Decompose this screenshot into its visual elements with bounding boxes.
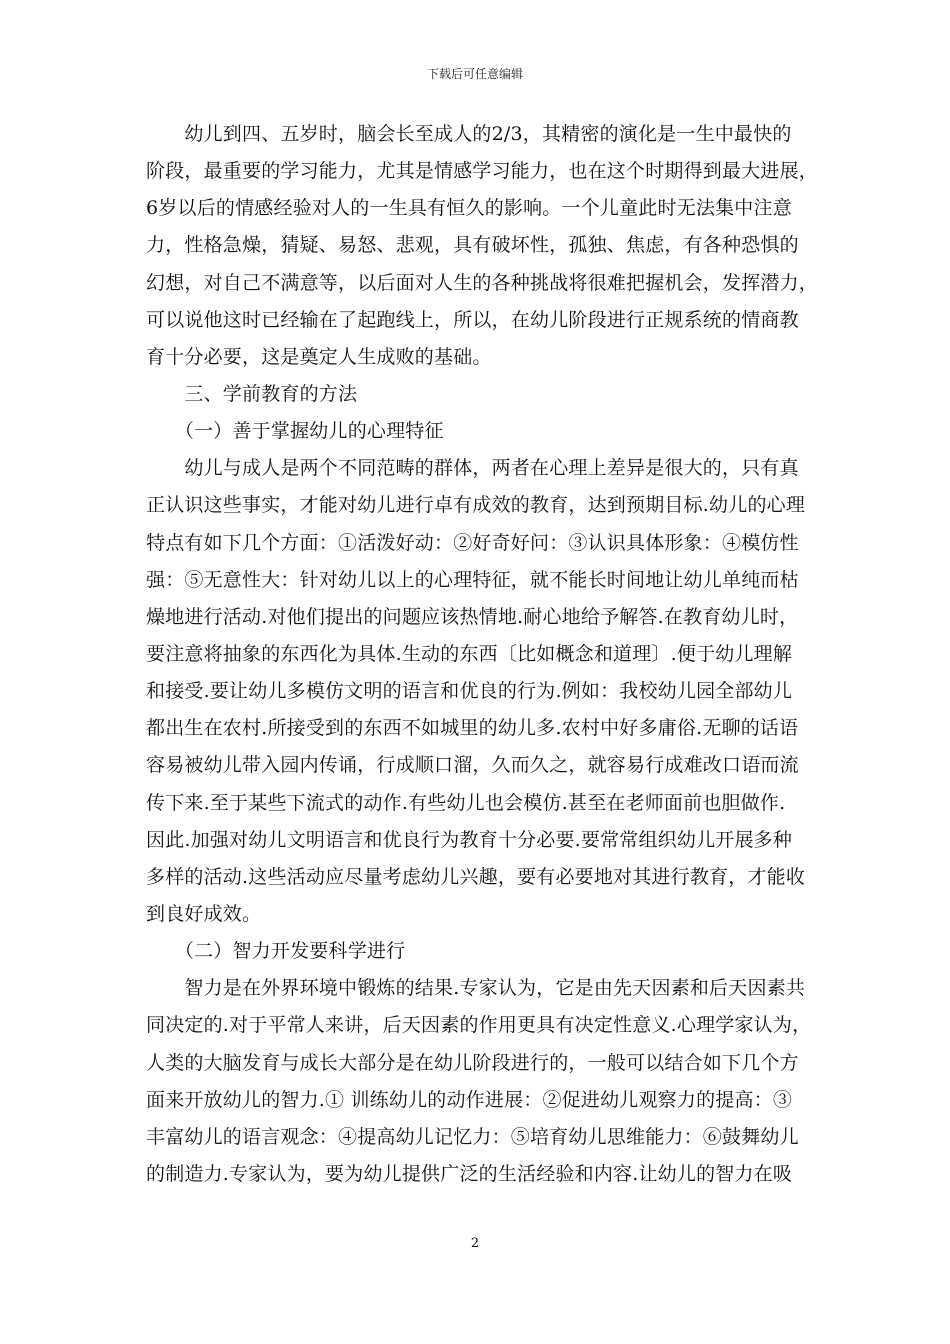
text-line: 育十分必要，这是奠定人生成败的基础。 [146, 345, 492, 368]
text-line: 幼儿到四、五岁时，脑会长至成人的2/3，其精密的演化是一生中最快的 [146, 123, 792, 145]
text-line: 要注意将抽象的东西化为具体.生动的东西〔比如概念和道理〕.便于幼儿理解 [146, 643, 793, 665]
text-line: 面来开放幼儿的智力.① 训练幼儿的动作进展：②促进幼儿观察力的提高：③ [146, 1088, 793, 1111]
text-line: （一）善于掌握幼儿的心理特征 [146, 420, 444, 443]
text-line: 人类的大脑发育与成长大部分是在幼儿阶段进行的，一般可以结合如下几个方 [146, 1051, 799, 1074]
text-line: 都出生在农村.所接受到的东西不如城里的幼儿多.农村中好多庸俗.无聊的话语 [146, 717, 799, 740]
text-line: 同决定的.对于平常人来讲，后天因素的作用更具有决定性意义.心理学家认为， [146, 1014, 812, 1037]
text-line: 幼儿与成人是两个不同范畴的群体，两者在心理上差异是很大的，只有真 [146, 457, 799, 480]
text-line: 丰富幼儿的语言观念：④提高幼儿记忆力：⑤培育幼儿思维能力：⑥鼓舞幼儿 [146, 1125, 799, 1148]
text-line: 三、学前教育的方法 [146, 383, 358, 405]
text-line: 燥地进行活动.对他们提出的问题应该热情地.耐心地给予解答.在教育幼儿时， [146, 605, 799, 628]
text-line: 幻想，对自己不满意等，以后面对人生的各种挑战将很难把握机会，发挥潜力， [146, 271, 819, 294]
text-line: 多样的活动.这些活动应尽量考虑幼儿兴趣，要有必要地对其进行教育，才能收 [146, 865, 806, 888]
text-line: 可以说他这时已经输在了起跑线上，所以，在幼儿阶段进行正规系统的情商教 [146, 308, 799, 331]
text-line: 和接受.要让幼儿多模仿文明的语言和优良的行为.例如：我校幼儿园全部幼儿 [146, 680, 793, 703]
text-line: 特点有如下几个方面：①活泼好动：②好奇好问：③认识具体形象：④模仿性 [146, 531, 799, 554]
text-line: 正认识这些事实，才能对幼儿进行卓有成效的教育，达到预期目标.幼儿的心理 [146, 494, 806, 517]
text-line: 到良好成效。 [146, 902, 262, 925]
text-line: 力，性格急燥，猜疑、易怒、悲观，具有破坏性，孤独、焦虑，有各种恐惧的 [146, 234, 799, 257]
text-line: 智力是在外界环境中锻炼的结果.专家认为，它是由先天因素和后天因素共 [146, 977, 806, 1000]
text-line: 因此.加强对幼儿文明语言和优良行为教育十分必要.要常常组织幼儿开展多种 [146, 828, 793, 851]
text-line: 阶段，最重要的学习能力，尤其是情感学习能力，也在这个时期得到最大进展， [146, 160, 819, 183]
text-line: 传下来.至于某些下流式的动作.有些幼儿也会模仿.甚至在老师面前也胆做作. [146, 791, 786, 814]
text-line: 6岁以后的情感经验对人的一生具有恒久的影响。一个儿童此时无法集中注意 [146, 197, 792, 220]
page-header: 下载后可任意编辑 [426, 67, 523, 81]
page-number: 2 [470, 1236, 480, 1251]
text-line: 容易被幼儿带入园内传诵，行成顺口溜，久而久之，就容易行成难改口语而流 [146, 754, 799, 777]
text-line: （二）智力开发要科学进行 [146, 940, 406, 963]
text-line: 的制造力.专家认为，要为幼儿提供广泛的生活经验和内容.让幼儿的智力在吸 [146, 1162, 793, 1185]
text-line: 强：⑤无意性大：针对幼儿以上的心理特征，就不能长时间地让幼儿单纯而枯 [146, 568, 799, 591]
